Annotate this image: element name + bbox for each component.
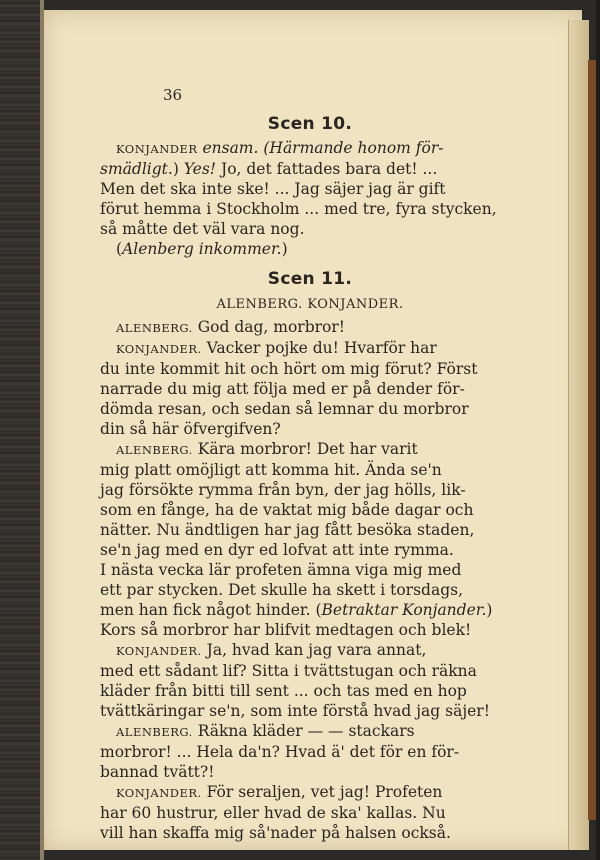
dialogue-line: nätter. Nu ändtligen har jag fått besöka staden,: [100, 521, 475, 539]
dialogue-line: KONJANDER. Ja, hvad kan jag vara annat,: [116, 641, 427, 659]
page-edges: [568, 20, 589, 850]
background-edge: [596, 0, 600, 860]
scene-10-line-5: så måtte det väl vara nog.: [100, 220, 305, 238]
dialogue-line: KONJANDER. Vacker pojke du! Hvarför har: [116, 339, 437, 357]
dialogue-line: ALENBERG. Kära morbror! Det har varit: [116, 440, 418, 458]
dialogue-line: ett par stycken. Det skulle ha skett i torsdags,: [100, 581, 464, 599]
scene-10-line-4: förut hemma i Stockholm ... med tre, fyra stycken,: [100, 200, 497, 218]
dialogue-line: kläder från bitti till sent ... och tas med en hop: [100, 682, 467, 700]
dialogue-line: mig platt omöjligt att komma hit. Ända se'n: [100, 461, 442, 479]
dialogue-line: KONJANDER. För seraljen, vet jag! Profeten: [116, 783, 443, 801]
dialogue-line: bannad tvätt?!: [100, 763, 215, 781]
dialogue-line: men han fick något hinder. (Betraktar Konjander.): [100, 601, 493, 619]
dialogue-line: ALENBERG. Räkna kläder — — stackars: [116, 722, 415, 740]
dialogue-line: morbror! ... Hela da'n? Hvad ä' det för en för-: [100, 743, 460, 761]
book-cover-left: [0, 0, 44, 860]
dialogue-line: I nästa vecka lär profeten ämna viga mig med: [100, 561, 462, 579]
dialogue-block: [100, 317, 520, 843]
stage-direction: (Alenberg inkommer.): [116, 240, 288, 258]
dialogue-line: du inte kommit hit och hört om mig förut? Först: [100, 360, 478, 378]
speaker-name: KONJANDER: [116, 142, 198, 156]
dialogue-line: har 60 hustrur, eller hvad de ska' kallas. Nu: [100, 804, 446, 822]
scene-11-heading: Scen 11.: [267, 269, 353, 289]
dialogue-line: tvättkäringar se'n, som inte förstå hvad jag säjer!: [100, 702, 490, 720]
dialogue-line: med ett sådant lif? Sitta i tvättstugan och räkna: [100, 662, 477, 680]
scene-10-heading: Scen 10.: [267, 114, 353, 134]
dialogue-line: narrade du mig att följa med er på dender för-: [100, 380, 465, 398]
page-number: 36: [163, 86, 183, 104]
scene-10-line-2: smädligt.) Yes! Jo, det fattades bara det! ...: [100, 160, 438, 178]
scene-10-line-3: Men det ska inte ske! ... Jag säjer jag är gift: [100, 180, 446, 198]
dialogue-line: vill han skaffa mig så'nader på halsen också.: [100, 824, 451, 842]
dialogue-line: se'n jag med en dyr ed lofvat att inte rymma.: [100, 541, 454, 559]
page-text: [100, 80, 520, 843]
dialogue-line: som en fånge, ha de vaktat mig både dagar och: [100, 501, 474, 519]
scene-11-cast: ALENBERG. KONJANDER.: [216, 297, 404, 312]
dialogue-line: ALENBERG. God dag, morbror!: [116, 318, 346, 336]
scene-10-line-1: KONJANDER ensam. (Härmande honom för-: [116, 139, 444, 157]
dialogue-line: dömda resan, och sedan så lemnar du morbror: [100, 400, 469, 418]
dialogue-line: din så här öfvergifven?: [100, 420, 281, 438]
dialogue-line: Kors så morbror har blifvit medtagen och blek!: [100, 621, 472, 639]
dialogue-line: jag försökte rymma från byn, der jag hölls, lik-: [100, 481, 466, 499]
